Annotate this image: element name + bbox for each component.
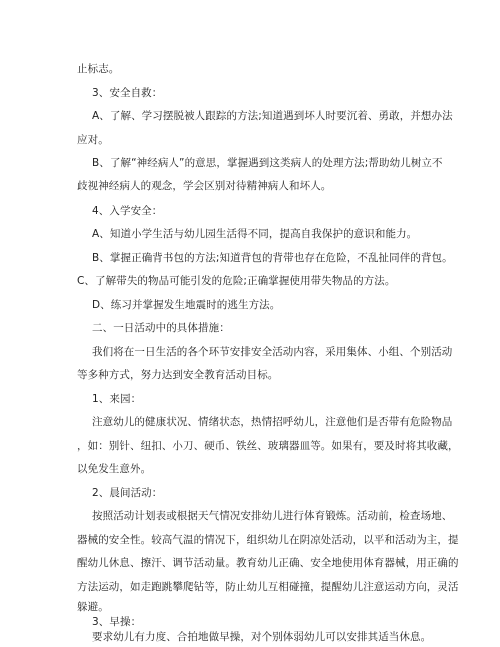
section-heading: 2、晨间活动： <box>92 487 163 499</box>
section-heading: 3、安全自救： <box>92 87 163 99</box>
text-line: 醒幼儿休息、擦汗、调节活动量。教育幼儿正确、安全地使用体育器械，用正确的 <box>77 557 459 569</box>
text-line: D、练习并掌握发生地震时的逃生方法。 <box>92 299 281 311</box>
section-heading: 4、入学安全： <box>92 205 163 217</box>
text-line: 我们将在一日生活的各个环节安排安全活动内容，采用集体、小组、个别活动 <box>92 346 453 358</box>
text-line: 歧视神经病人的观念，学会区别对待精神病人和坏人。 <box>77 180 332 192</box>
text-line: 以免发生意外。 <box>77 463 152 475</box>
text-line: C、了解带失的物品可能引发的危险;正确掌握使用带失物品的方法。 <box>77 275 396 287</box>
text-line: 方法运动，如走跑跳攀爬钻等，防止幼儿互相碰撞，提醒幼儿注意运动方向，灵活 <box>77 581 459 593</box>
text-line: B、掌握正确背书包的方法;知道背包的背带也存在危险，不乱扯同伴的背包。 <box>92 252 453 264</box>
section-heading: 1、来园： <box>92 393 142 405</box>
text-line: A、知道小学生活与幼儿园生活得不同，提高自我保护的意识和能力。 <box>92 228 418 240</box>
text-line: 按照活动计划表或根据天气情况安排幼儿进行体育锻炼。活动前，检查场地、 <box>92 510 453 522</box>
text-line: 躲避。 <box>77 601 109 613</box>
text-line: A、了解、学习摆脱被人跟踪的方法;知道遇到坏人时要沉着、勇敢，并想办法 <box>92 110 453 122</box>
text-line: ，如：别针、纽扣、小刀、硬币、铁丝、玻璃器皿等。如果有，要及时将其收藏， <box>77 440 459 452</box>
section-heading: 3、早操： <box>92 616 142 628</box>
text-line: B、了解“神经病人”的意思，掌握遇到这类病人的处理方法;帮助幼儿树立不 <box>92 157 443 169</box>
text-line: 注意幼儿的健康状况、情绪状态，热情招呼幼儿，注意他们是否带有危险物品 <box>92 416 453 428</box>
text-line: 要求幼儿有力度、合拍地做早操，对个别体弱幼儿可以安排其适当休息。 <box>92 631 432 643</box>
text-line: 器械的安全性。较高气温的情况下，组织幼儿在阴凉处活动，以平和活动为主，提 <box>77 534 459 546</box>
text-line: 止标志。 <box>77 63 120 75</box>
section-heading: 二、一日活动中的具体措施： <box>92 322 230 334</box>
text-line: 应对。 <box>77 134 109 146</box>
text-line: 等多种方式，努力达到安全教育活动目标。 <box>77 369 279 381</box>
